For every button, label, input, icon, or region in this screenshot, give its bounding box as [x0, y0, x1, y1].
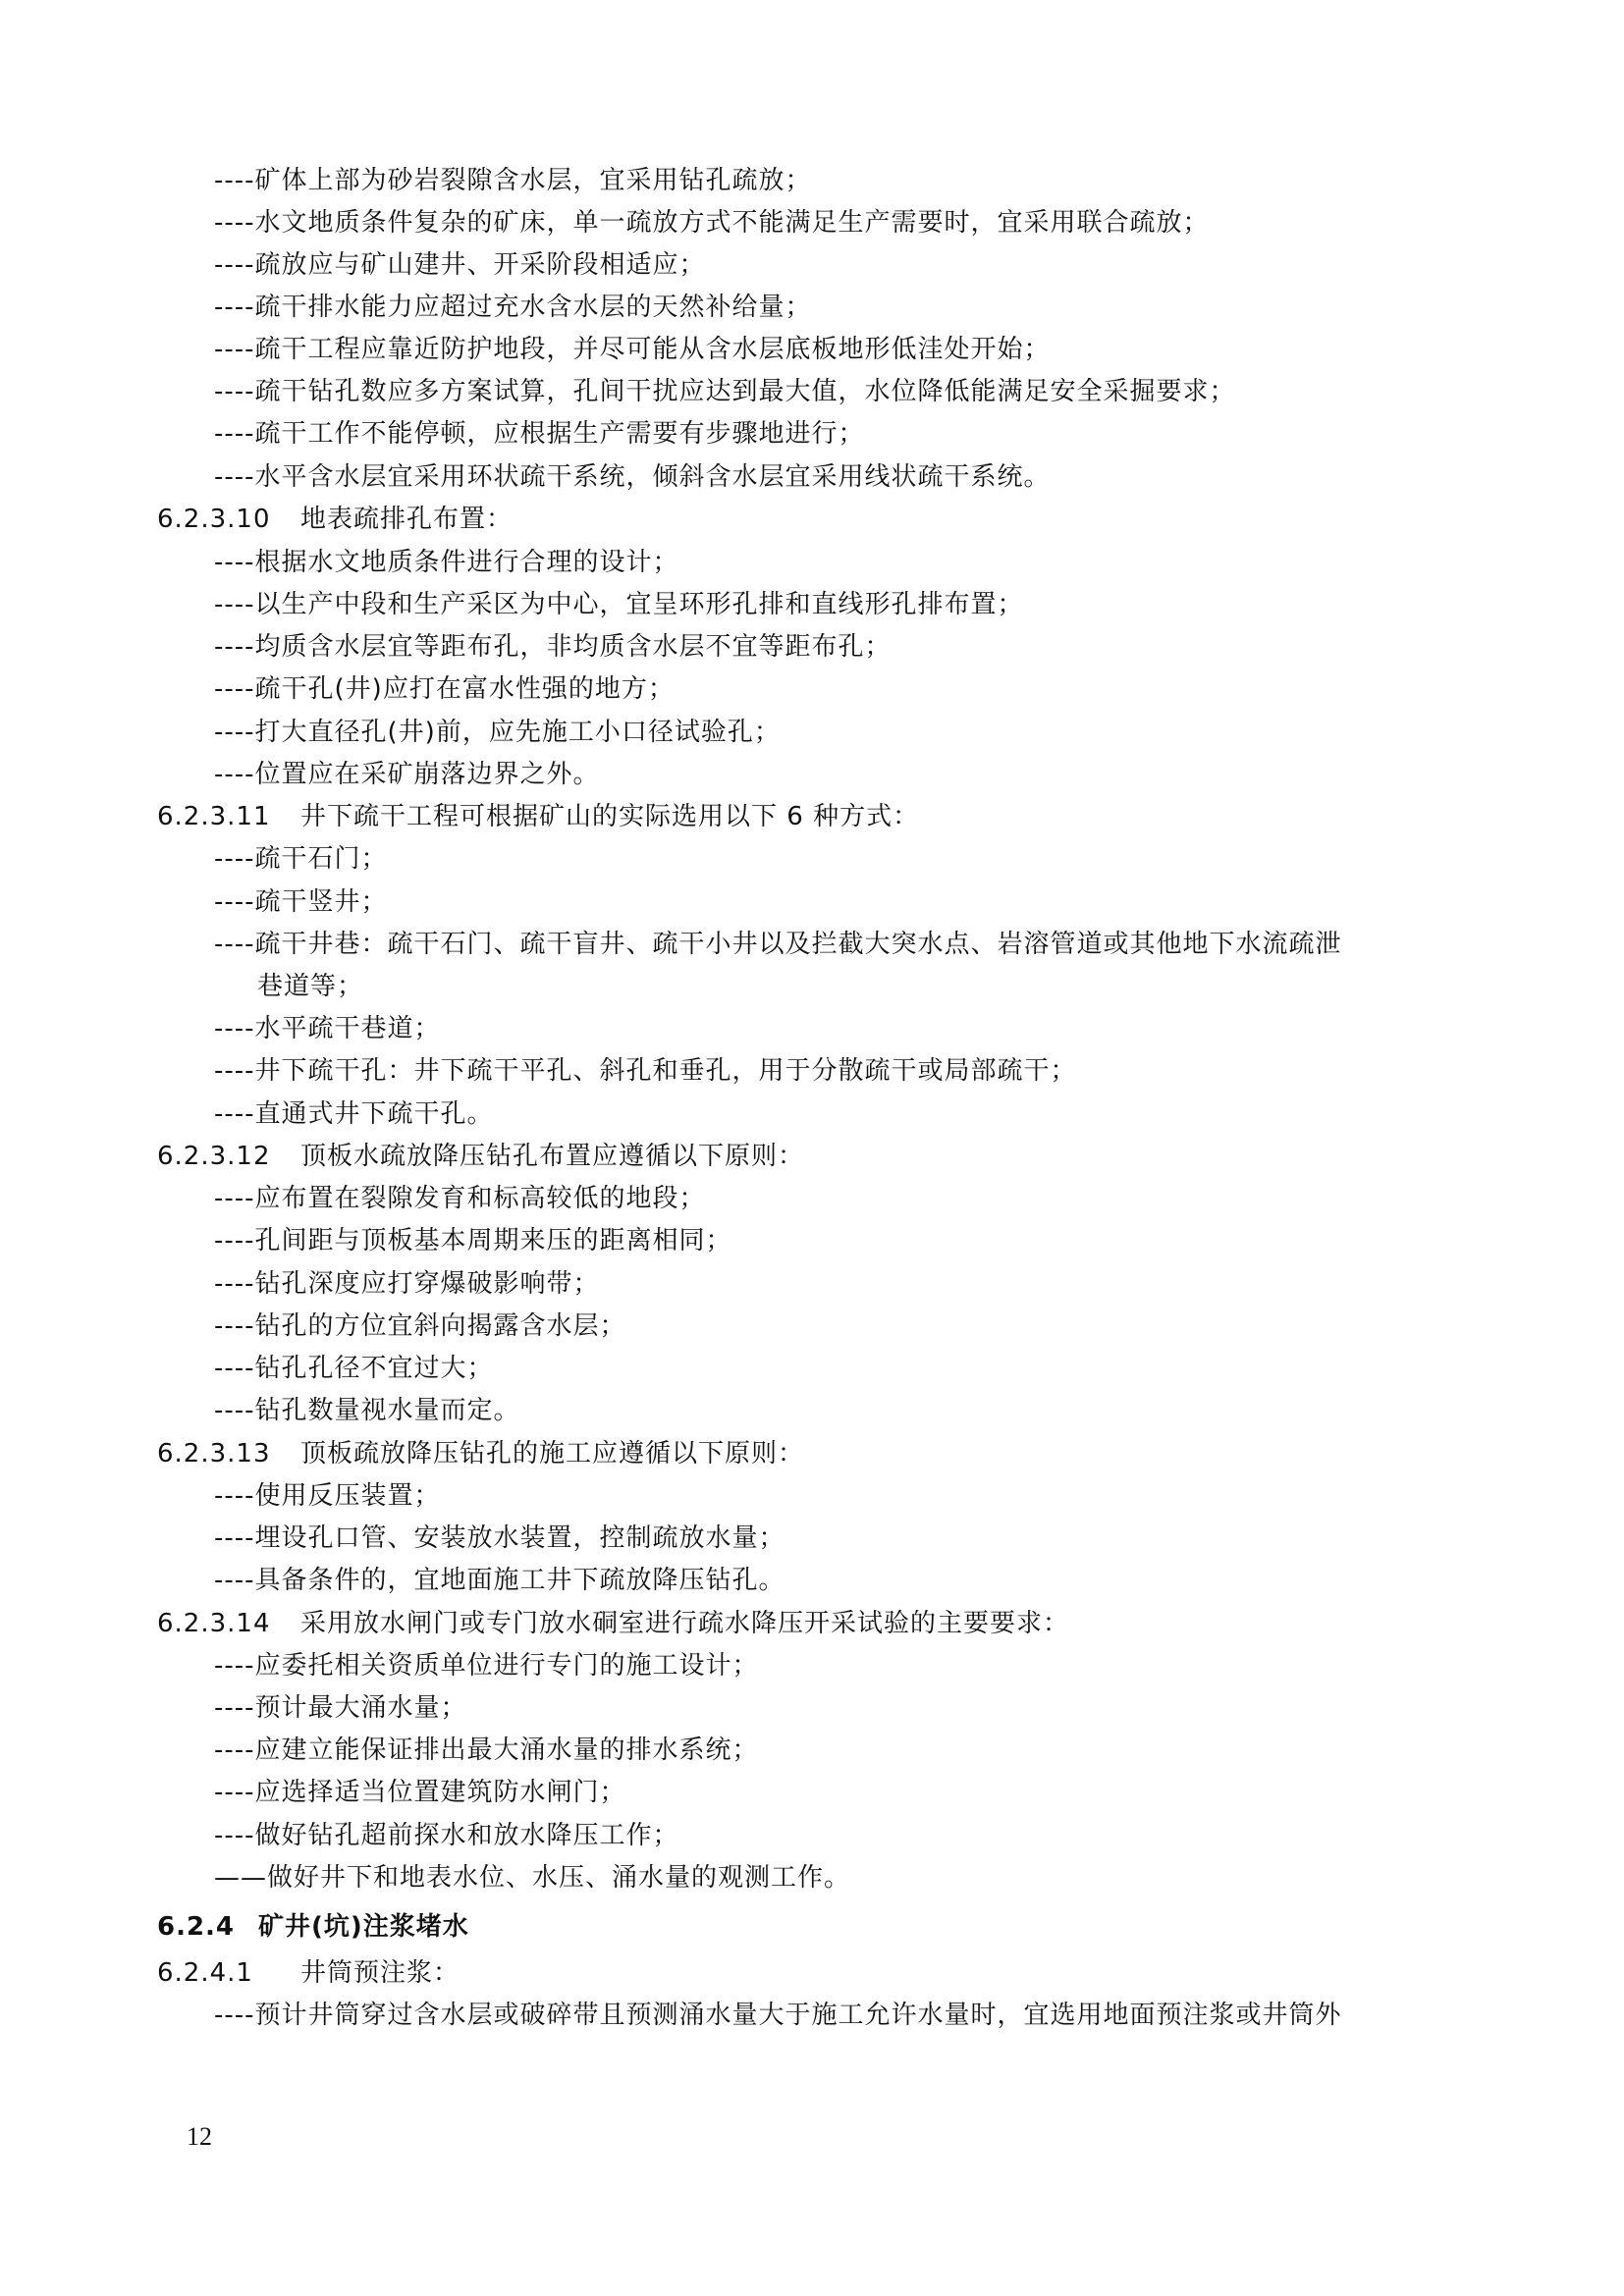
list-item: ----疏放应与矿山建井、开采阶段相适应； — [214, 250, 706, 280]
list-item: ----矿体上部为砂岩裂隙含水层，宜采用钻孔疏放； — [214, 166, 812, 195]
list-item: ----应布置在裂隙发育和标高较低的地段； — [214, 1184, 706, 1213]
list-item: ----预计井筒穿过含水层或破碎带且预测涌水量大于施工允许水量时，宜选用地面预注浆或井筒外 — [214, 2001, 1342, 2030]
list-item: ----直通式井下疏干孔。 — [214, 1099, 494, 1129]
clause-title: 顶板疏放降压钻孔的施工应遵循以下原则： — [300, 1439, 805, 1468]
list-item: ----根据水文地质条件进行合理的设计； — [214, 548, 679, 577]
list-item: ----疏干井巷：疏干石门、疏干盲井、疏干小井以及拦截大突水点、岩溶管道或其他地下水流疏泄 — [214, 930, 1342, 959]
list-item-continuation: 巷道等； — [257, 972, 364, 1001]
list-item: ----位置应在采矿崩落边界之外。 — [214, 760, 600, 789]
list-item: ----水平疏干巷道； — [214, 1014, 441, 1043]
list-item: ----应委托相关资质单位进行专门的施工设计； — [214, 1651, 759, 1681]
list-item: ----疏干排水能力应超过充水含水层的天然补给量； — [214, 293, 812, 322]
clause-line — [157, 503, 513, 536]
clause-number: 6.2.4 — [157, 1912, 236, 1942]
list-item: ----疏干孔(井)应打在富水性强的地方； — [214, 674, 675, 704]
list-item: ----具备条件的，宜地面施工井下疏放降压钻孔。 — [214, 1566, 785, 1595]
list-item: ----疏干工程应靠近防护地段，并尽可能从含水层底板地形低洼处开始； — [214, 335, 1051, 364]
clause-number: 6.2.3.13 — [157, 1439, 271, 1468]
list-item: ----疏干钻孔数应多方案试算，孔间干扰应达到最大值，水位降低能满足安全采掘要求； — [214, 377, 1236, 406]
section-heading — [157, 1910, 469, 1944]
list-item: ----均质含水层宜等距布孔，非均质含水层不宜等距布孔； — [214, 632, 892, 662]
clause-title: 采用放水闸门或专门放水硐室进行疏水降压开采试验的主要要求： — [300, 1609, 1070, 1638]
clause-line — [157, 1437, 804, 1470]
clause-number: 6.2.3.12 — [157, 1142, 271, 1171]
list-item: ----水平含水层宜采用环状疏干系统，倾斜含水层宜采用线状疏干系统。 — [214, 462, 1051, 492]
clause-title: 矿井(坑)注浆堵水 — [258, 1912, 469, 1942]
list-item: ----水文地质条件复杂的矿床，单一疏放方式不能满足生产需要时，宜采用联合疏放； — [214, 208, 1210, 238]
clause-line — [157, 1607, 1069, 1640]
list-item: ----钻孔深度应打穿爆破影响带； — [214, 1269, 600, 1299]
list-item: ----打大直径孔(井)前，应先施工小口径试验孔； — [214, 718, 781, 747]
list-item: ——做好井下和地表水位、水压、涌水量的观测工作。 — [214, 1863, 851, 1893]
clause-line — [157, 1140, 804, 1173]
clause-line — [157, 800, 919, 833]
list-item: ----疏干工作不能停顿，应根据生产需要有步骤地进行； — [214, 419, 865, 449]
list-item: ----预计最大涌水量； — [214, 1693, 467, 1723]
clause-number: 6.2.3.10 — [157, 505, 271, 534]
list-item: ----孔间距与顶板基本周期来压的距离相同； — [214, 1226, 732, 1255]
list-item: ----以生产中段和生产采区为中心，宜呈环形孔排和直线形孔排布置； — [214, 590, 1024, 619]
list-item: ----钻孔数量视水量而定。 — [214, 1396, 520, 1425]
clause-number: 6.2.3.11 — [157, 802, 271, 831]
clause-title: 井下疏干工程可根据矿山的实际选用以下 6 种方式： — [300, 802, 920, 831]
list-item: ----钻孔的方位宜斜向揭露含水层； — [214, 1311, 626, 1341]
clause-title: 井筒预注浆： — [300, 1958, 460, 1988]
list-item: ----使用反压装置； — [214, 1481, 441, 1511]
clause-title: 顶板水疏放降压钻孔布置应遵循以下原则： — [300, 1142, 805, 1171]
clause-line — [157, 1956, 460, 1990]
list-item: ----钻孔孔径不宜过大； — [214, 1354, 494, 1383]
clause-number: 6.2.4.1 — [157, 1958, 253, 1988]
list-item: ----疏干石门； — [214, 844, 388, 874]
list-item: ----疏干竖井； — [214, 887, 388, 917]
list-item: ----做好钻孔超前探水和放水降压工作； — [214, 1821, 679, 1850]
list-item: ----井下疏干孔：井下疏干平孔、斜孔和垂孔，用于分散疏干或局部疏干； — [214, 1056, 1077, 1086]
list-item: ----应建立能保证排出最大涌水量的排水系统； — [214, 1735, 759, 1765]
page-number: 12 — [187, 2122, 212, 2151]
list-item: ----埋设孔口管、安装放水装置，控制疏放水量； — [214, 1523, 785, 1553]
list-item: ----应选择适当位置建筑防水闸门； — [214, 1778, 626, 1807]
clause-title: 地表疏排孔布置： — [300, 505, 514, 534]
clause-number: 6.2.3.14 — [157, 1609, 271, 1638]
